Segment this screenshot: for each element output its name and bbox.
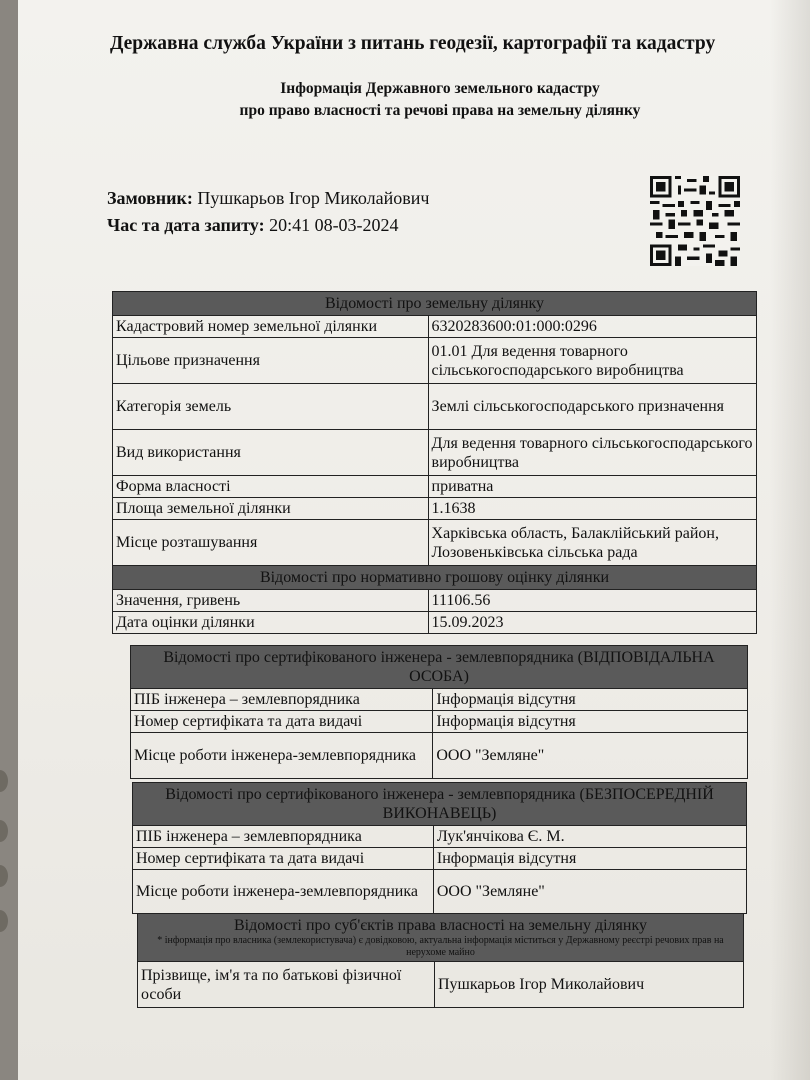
owners-header-cell	[138, 914, 744, 962]
row-label: Форма власності	[113, 476, 429, 498]
row-value: приватна	[428, 476, 756, 498]
table-row	[131, 733, 748, 779]
row-label: Площа земельної ділянки	[113, 498, 429, 520]
row-label: ПІБ інженера – землевпорядника	[133, 826, 434, 848]
engineer-responsible-header: Відомості про сертифікованого інженера - землевпорядника (ВІДПОВІДАЛЬНА ОСОБА)	[131, 646, 748, 689]
qr-code-icon	[650, 176, 740, 266]
row-value: ООО "Земляне"	[433, 733, 748, 779]
table-header-row	[113, 292, 757, 316]
owners-note: * інформація про власника (землекористувача) є довідковою, актуальна інформація міститься у Державному реєстрі речових прав на нерухоме майно	[157, 935, 724, 958]
row-label: Кадастровий номер земельної ділянки	[113, 316, 429, 338]
agency-title: Державна служба України з питань геодезії, картографії та кадастру	[110, 33, 716, 54]
table-row	[133, 848, 747, 870]
binder-holes	[0, 770, 14, 970]
row-label: Значення, гривень	[113, 590, 429, 612]
table-row	[113, 612, 757, 634]
table-row	[113, 498, 757, 520]
table-row	[133, 870, 747, 914]
table-row	[113, 316, 757, 338]
row-label: Прізвище, ім'я та по батькові фізичної особи	[138, 962, 435, 1008]
binder-hole	[0, 770, 8, 792]
table-row	[113, 430, 757, 476]
customer-label: Замовник:	[107, 188, 193, 208]
customer-value: Пушкарьов Ігор Миколайович	[197, 188, 430, 208]
table-header-row	[113, 566, 757, 590]
row-value: 15.09.2023	[428, 612, 756, 634]
row-value: Для ведення товарного сільськогосподарського виробництва	[428, 430, 756, 476]
table-row	[113, 338, 757, 384]
row-label: Дата оцінки ділянки	[113, 612, 429, 634]
table-row	[131, 711, 748, 733]
row-value: 11106.56	[428, 590, 756, 612]
row-label: Номер сертифіката та дата видачі	[133, 848, 434, 870]
row-value: ООО "Земляне"	[433, 870, 746, 914]
row-value: Інформація відсутня	[433, 848, 746, 870]
row-value: Лук'янчікова Є. М.	[433, 826, 746, 848]
row-label: Цільове призначення	[113, 338, 429, 384]
table-row	[113, 476, 757, 498]
row-label: ПІБ інженера – землевпорядника	[131, 689, 433, 711]
binder-hole	[0, 910, 8, 932]
row-value: Землі сільськогосподарського призначення	[428, 384, 756, 430]
row-label: Місце роботи інженера-землевпорядника	[131, 733, 433, 779]
row-value: Харківська область, Балаклійський район, Лозовеньківська сільська рада	[428, 520, 756, 566]
request-time-label: Час та дата запиту:	[107, 215, 265, 235]
binder-hole	[0, 820, 8, 842]
row-value: Пушкарьов Ігор Миколайович	[434, 962, 743, 1008]
customer-line	[107, 188, 429, 209]
row-value: Інформація відсутня	[433, 689, 748, 711]
row-label: Категорія земель	[113, 384, 429, 430]
table-row	[133, 826, 747, 848]
row-value: 01.01 Для ведення товарного сільськогосподарського виробництва	[428, 338, 756, 384]
engineer-executor-table	[132, 782, 747, 914]
table-row	[113, 384, 757, 430]
row-value: 6320283600:01:000:0296	[428, 316, 756, 338]
valuation-header: Відомості про нормативно грошову оцінку ділянки	[113, 566, 757, 590]
owners-table	[137, 913, 744, 1008]
document-title-line2: про право власності та речові права на земельну ділянку	[239, 102, 641, 119]
land-info-header: Відомості про земельну ділянку	[113, 292, 757, 316]
owners-header: Відомості про суб'єктів права власності на земельну ділянку	[233, 917, 648, 934]
row-label: Місце роботи інженера-землевпорядника	[133, 870, 434, 914]
table-header-row	[131, 646, 748, 689]
document-title-line1: Інформація Державного земельного кадастру	[280, 80, 600, 97]
engineer-responsible-table	[130, 645, 748, 779]
table-row	[138, 962, 744, 1008]
table-header-row	[138, 914, 744, 962]
land-info-table	[112, 291, 757, 634]
row-label: Місце розташування	[113, 520, 429, 566]
document-title	[180, 78, 700, 122]
table-row	[113, 590, 757, 612]
row-value: 1.1638	[428, 498, 756, 520]
engineer-executor-header: Відомості про сертифікованого інженера - землевпорядника (БЕЗПОСЕРЕДНІЙ ВИКОНАВЕЦЬ)	[133, 783, 747, 826]
row-label: Вид використання	[113, 430, 429, 476]
binder-hole	[0, 865, 8, 887]
row-value: Інформація відсутня	[433, 711, 748, 733]
page-shadow	[770, 0, 810, 1080]
request-time-value: 20:41 08-03-2024	[269, 215, 399, 235]
table-row	[113, 520, 757, 566]
request-time-line	[107, 215, 399, 236]
table-row	[131, 689, 748, 711]
table-header-row	[133, 783, 747, 826]
row-label: Номер сертифіката та дата видачі	[131, 711, 433, 733]
